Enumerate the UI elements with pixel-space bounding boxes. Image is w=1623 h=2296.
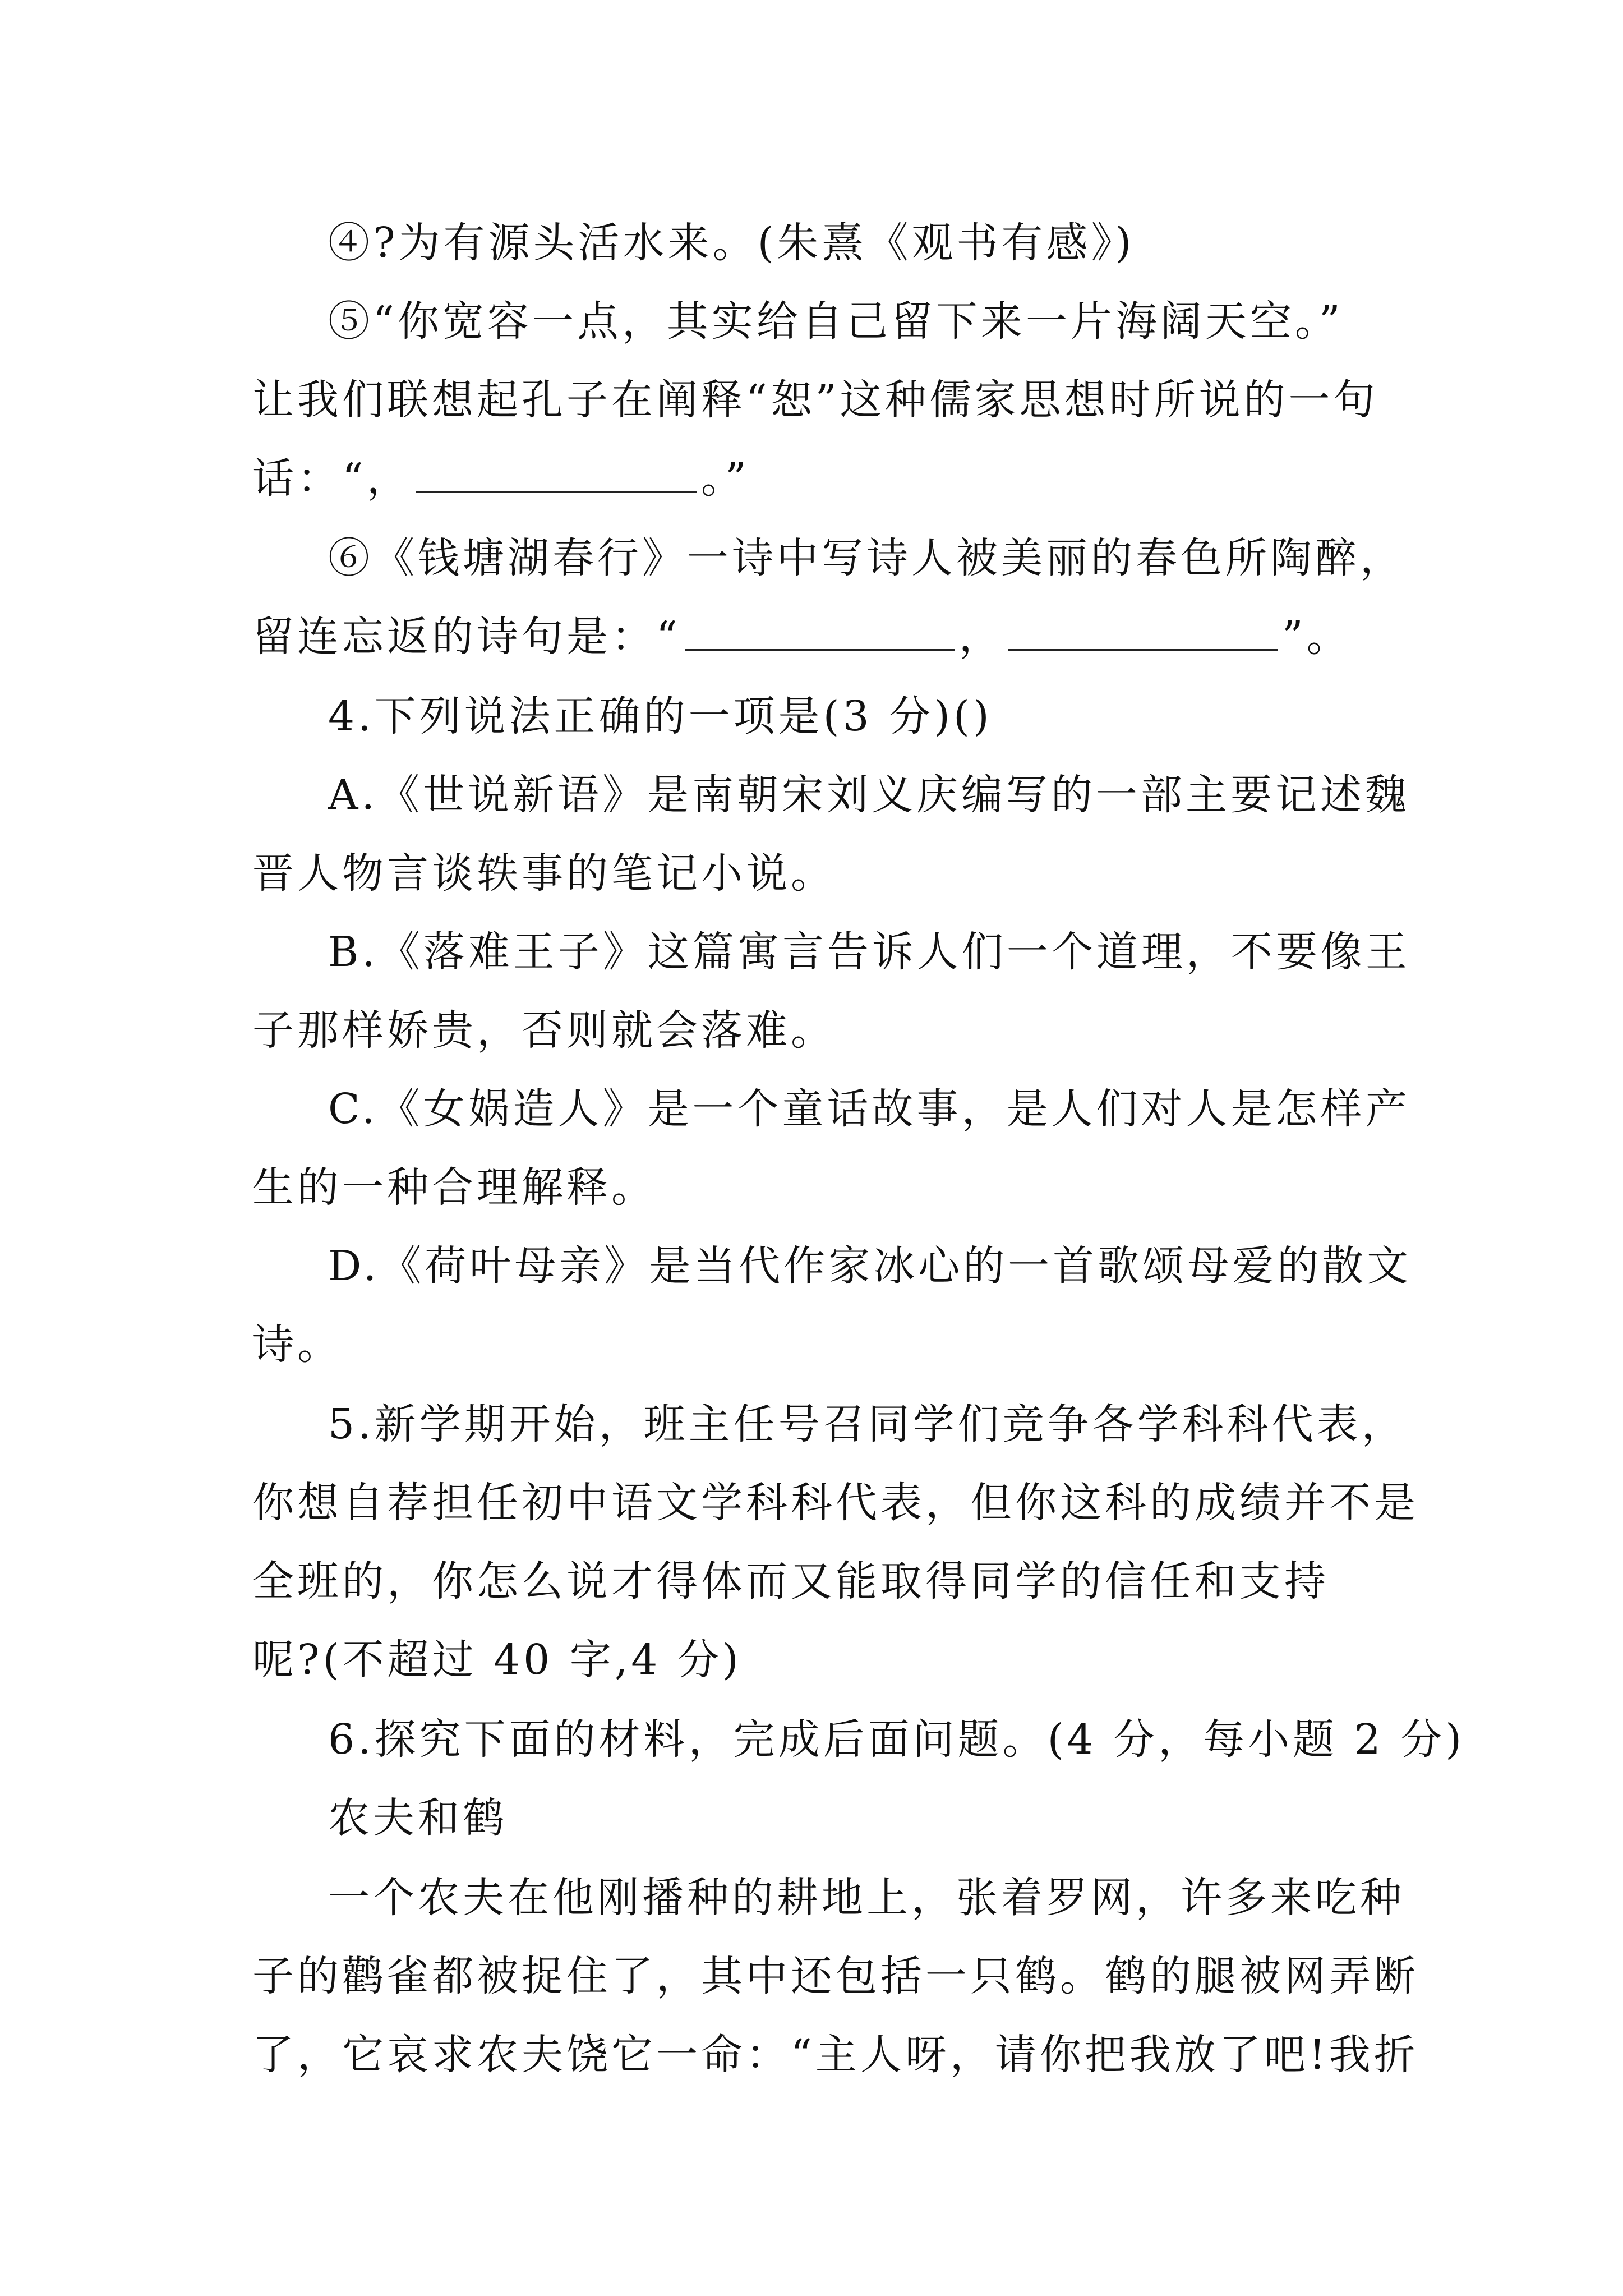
passage-title: 农夫和鹤 xyxy=(328,1794,508,1842)
text-line: 呢?(不超过 40 字,4 分) xyxy=(252,1636,742,1684)
text-line: 晋人物言谈轶事的笔记小说。 xyxy=(252,849,836,898)
text-segment: 话：“， xyxy=(252,454,412,503)
option-a: A.《世说新语》是南朝宋刘义庆编写的一部主要记述魏 xyxy=(328,771,1410,819)
text-line: ④?为有源头活水来。(朱熹《观书有感》) xyxy=(328,219,1135,267)
text-line-with-blanks xyxy=(252,606,1352,668)
text-segment: 。” xyxy=(700,454,750,503)
option-d: D.《荷叶母亲》是当代作家冰心的一首歌颂母爱的散文 xyxy=(328,1242,1412,1290)
question-heading: 4.下列说法正确的一项是(3 分)() xyxy=(328,692,993,740)
passage-text: 子的鹳雀都被捉住了，其中还包括一只鹤。鹤的腿被网弄断 xyxy=(252,1952,1419,2000)
text-line: 子那样娇贵，否则就会落难。 xyxy=(252,1006,836,1055)
text-segment: ”。 xyxy=(1281,613,1352,661)
option-c: C.《女娲造人》是一个童话故事，是人们对人是怎样产 xyxy=(328,1085,1410,1133)
answer-blank[interactable] xyxy=(685,611,955,651)
text-line: 诗。 xyxy=(252,1320,342,1369)
text-line: ⑤“你宽容一点，其实给自己留下来一片海阔天空。” xyxy=(328,297,1344,346)
question-heading: 5.新学期开始，班主任号召同学们竞争各学科科代表， xyxy=(328,1400,1407,1448)
text-segment: ， xyxy=(958,613,1004,661)
text-line: 生的一种合理解释。 xyxy=(252,1163,656,1212)
answer-blank[interactable] xyxy=(416,453,697,493)
question-heading: 6.探究下面的材料，完成后面问题。(4 分，每小题 2 分) xyxy=(328,1715,1465,1764)
text-segment: 留连忘返的诗句是：“ xyxy=(252,613,681,661)
text-line: 全班的，你怎么说才得体而又能取得同学的信任和支持 xyxy=(252,1557,1329,1605)
passage-text: 了，它哀求农夫饶它一命：“主人呀，请你把我放了吧!我折 xyxy=(252,2031,1419,2079)
text-line: 让我们联想起孔子在阐释“恕”这种儒家思想时所说的一句 xyxy=(252,376,1378,424)
passage-text: 一个农夫在他刚播种的耕地上，张着罗网，许多来吃种 xyxy=(328,1874,1405,1922)
answer-blank[interactable] xyxy=(1008,611,1278,651)
text-line-with-blank xyxy=(252,448,750,509)
option-b: B.《落难王子》这篇寓言告诉人们一个道理，不要像王 xyxy=(328,928,1410,976)
text-line: ⑥《钱塘湖春行》一诗中写诗人被美丽的春色所陶醉， xyxy=(328,534,1405,582)
text-line: 你想自荐担任初中语文学科科代表，但你这科的成绩并不是 xyxy=(252,1479,1419,1527)
